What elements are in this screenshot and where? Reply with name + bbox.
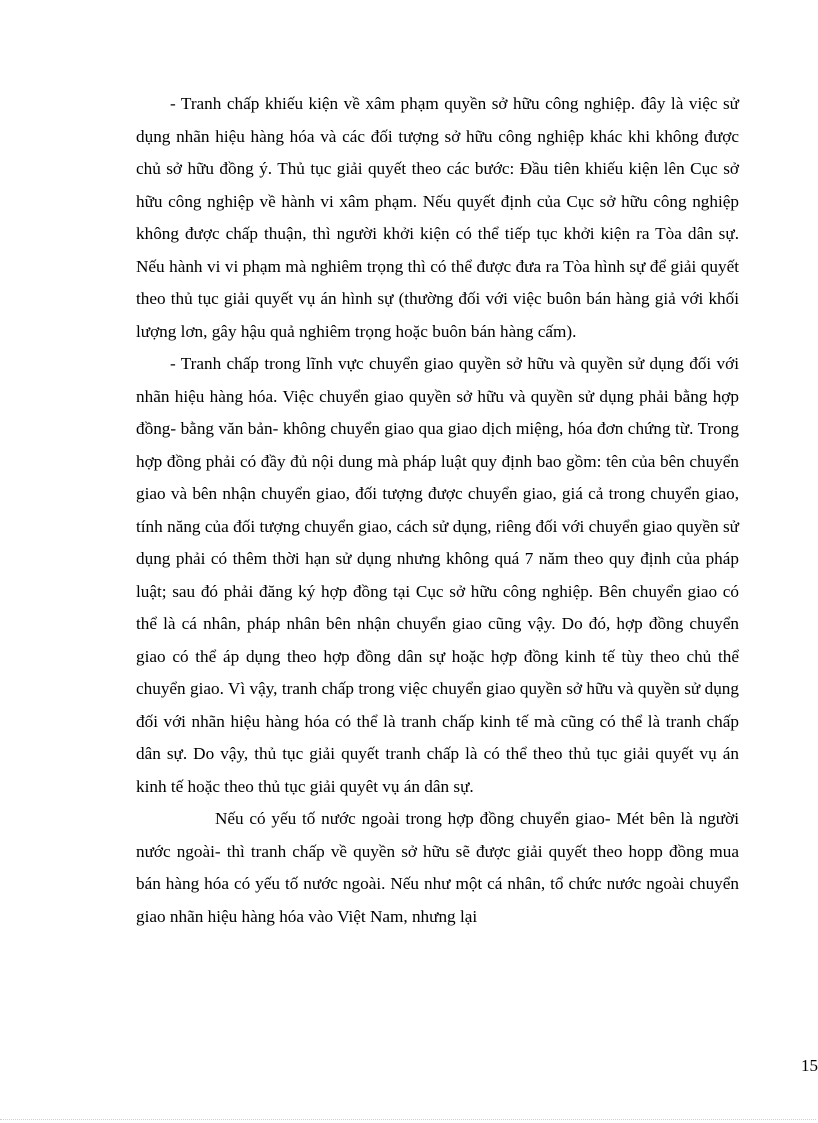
page-bottom-divider (0, 1119, 816, 1120)
paragraph-transfer-disputes: - Tranh chấp trong lĩnh vực chuyển giao quyền sở hữu và quyền sử dụng đối với nhãn hiệu hàng hóa. Việc chuyển giao quyền sở hữu và quyền sử dụng phải bằng hợp đồng- bằng văn bản- không chuyển giao qua giao dịch miệng, hóa đơn chứng từ. Trong hợp đồng phải có đầy đủ nội dung mà pháp luật quy định bao gồm: tên của bên chuyển giao và bên nhận chuyển giao, đối tượng được chuyển giao, giá cả trong chuyển giao, tính năng của đối tượng chuyển giao, cách sử dụng, riêng đối với chuyển giao quyền sử dụng phải có thêm thời hạn sử dụng nhưng không quá 7 năm theo quy định của pháp luật; sau đó phải đăng ký hợp đồng tại Cục sở hữu công nghiệp. Bên chuyển giao có thể là cá nhân, pháp nhân bên nhận chuyển giao cũng vậy. Do đó, hợp đồng chuyển giao có thể áp dụng theo hợp đồng dân sự hoặc hợp đồng kinh tế tùy theo chủ thể chuyển giao. Vì vậy, tranh chấp trong việc chuyển giao quyền sở hữu và quyền sử dụng đối với nhãn hiệu hàng hóa có thể là tranh chấp kinh tế mà cũng có thể là tranh chấp dân sự. Do vậy, thủ tục giải quyết tranh chấp là có thể theo thủ tục giải quyết vụ án kinh tế hoặc theo thủ tục giải quyêt vụ án dân sự. (136, 354, 739, 796)
body-text (136, 88, 739, 933)
paragraph-infringement-disputes: - Tranh chấp khiếu kiện về xâm phạm quyền sở hữu công nghiệp. đây là việc sử dụng nhãn hiệu hàng hóa và các đối tượng sở hữu công nghiệp khác khi không được chủ sở hữu đồng ý. Thủ tục giải quyết theo các bước: Đầu tiên khiếu kiện lên Cục sở hữu công nghiệp về hành vi xâm phạm. Nếu quyết định của Cục sở hữu công nghiệp không được chấp thuận, thì người khởi kiện có thể tiếp tục khởi kiện ra Tòa dân sự. Nếu hành vi vi phạm mà nghiêm trọng thì có thể được đưa ra Tòa hình sự để giải quyết theo thủ tục giải quyết vụ án hình sự (thường đối với việc buôn bán hàng giả với khối lượng lơn, gây hậu quả nghiêm trọng hoặc buôn bán hàng cấm). (136, 94, 739, 341)
page-number: 15 (801, 1056, 818, 1075)
paragraph-foreign-element: Nếu có yếu tố nước ngoài trong hợp đồng chuyển giao- Mét bên là người nước ngoài- thì tranh chấp về quyền sở hữu sẽ được giải quyết theo hopp đồng mua bán hàng hóa có yếu tố nước ngoài. Nếu như một cá nhân, tổ chức nước ngoài chuyển giao nhãn hiệu hàng hóa vào Việt Nam, nhưng lại (136, 809, 739, 926)
